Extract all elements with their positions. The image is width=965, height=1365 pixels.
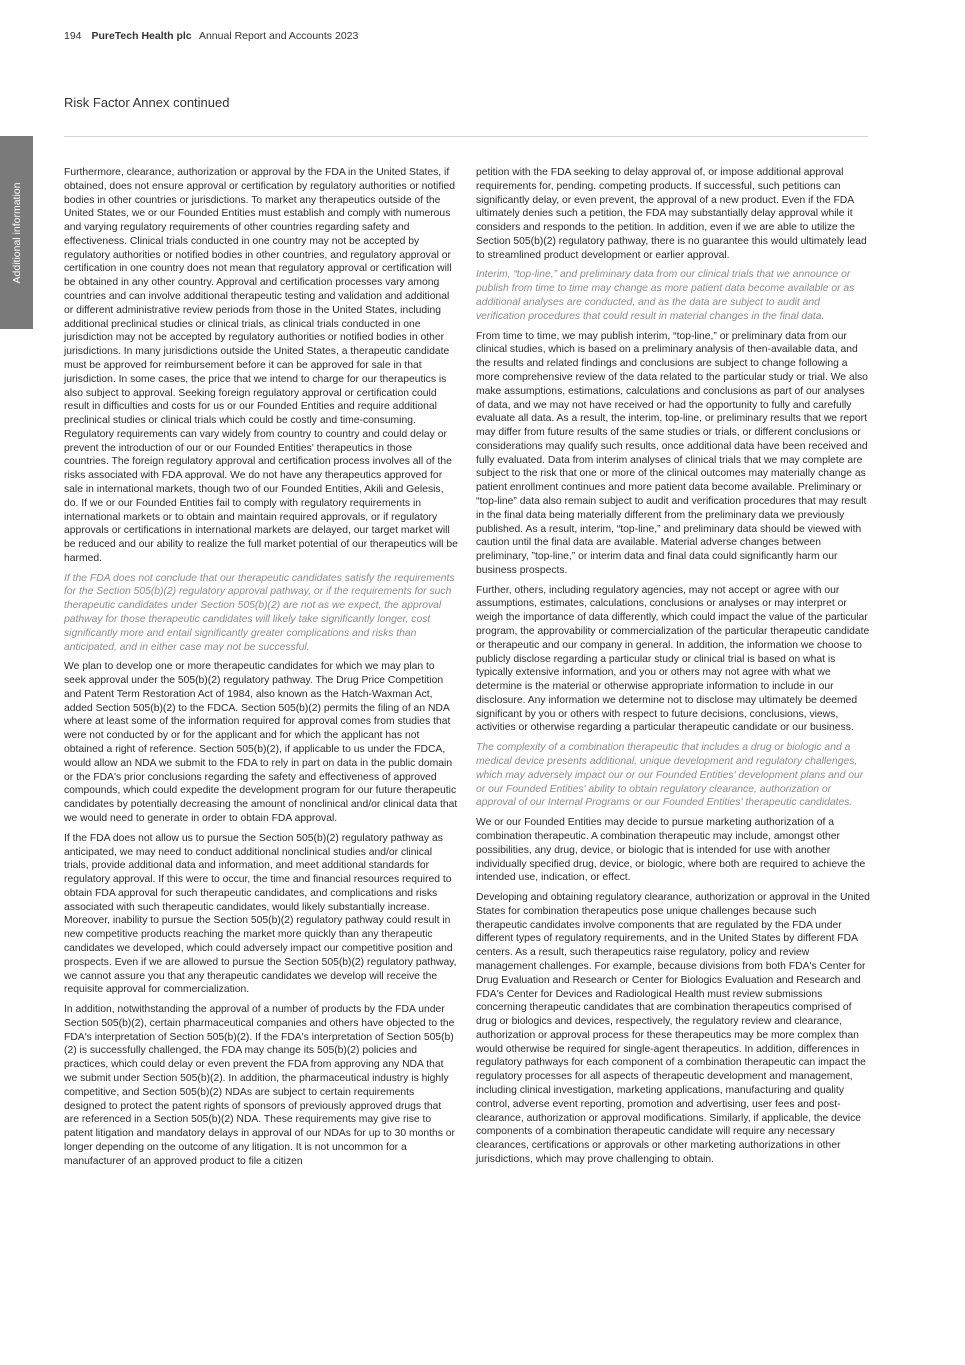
report-title: Annual Report and Accounts 2023 [198, 30, 359, 42]
side-tab-label: Additional information [10, 182, 23, 283]
paragraph: We plan to develop one or more therapeutic candidates for which we may plan to seek approval under the 505(b)(2) regulatory pathway. The Drug Price Competition and Patent Term Restoration Act of 1984, also known as the Hatch-Waxman Act, added Section 505(b)(2) to the FDCA. Section 505(b)(2) permits the filing of an NDA where at least some of the information required for approval comes from studies that were not conducted by or for the applicant and for which the applicant has not obtained a right of reference. Section 505(b)(2), if applicable to us under the FDCA, would allow an NDA we submit to the FDA to rely in part on data in the public domain or the FDA's prior conclusions regarding the safety and effectiveness of approved compounds, which could expedite the development program for our future therapeutic candidates by potentially decreasing the amount of nonclinical and/or clinical data that we would need to generate in order to obtain FDA approval. [64, 661, 458, 824]
side-tab [0, 136, 33, 329]
paragraph: petition with the FDA seeking to delay approval of, or impose additional approval requirements for, pending. competing products. If successful, such petitions can significantly delay, or even prevent, the approval of a new product. Even if the FDA ultimately denies such a petition, the FDA may substantially delay approval while it considers and responds to the petition. In addition, even if we are able to utilize the Section 505(b)(2) regulatory pathway, there is no guarantee this would ultimately lead to streamlined product development or earlier approval. [476, 167, 867, 261]
page-number: 194 [64, 30, 82, 42]
paragraph: We or our Founded Entities may decide to pursue marketing authorization of a combination therapeutic. A combination therapeutic may include, amongst other possibilities, any drug, device, or biologic that is intended for use with another individually specified drug, device, or biologic, where both are required to achieve the intended use, indication, or effect. [476, 817, 866, 884]
paragraph: In addition, notwithstanding the approval of a number of products by the FDA under Section 505(b)(2), certain pharmaceutical companies and others have objected to the FDA's interpretation of Section 505(b)(2). If the FDA's interpretation of Section 505(b)(2) is successfully challenged, the FDA may change its 505(b)(2) policies and practices, which could delay or even prevent the FDA from approving any NDA that we submit under Section 505(b)(2). In addition, the pharmaceutical industry is highly competitive, and Section 505(b)(2) NDAs are subject to certain requirements designed to protect the patent rights of sponsors of previously approved drugs that are referenced in a Section 505(b)(2) NDA. These requirements may give rise to patent litigation and mandatory delays in approval of our NDAs for up to 30 months or longer depending on the outcome of any litigation. It is not uncommon for a manufacturer of an approved product to file a citizen [64, 1004, 455, 1167]
paragraph: Further, others, including regulatory agencies, may not accept or agree with our assumptions, estimates, calculations, conclusions or analyses or may interpret or weigh the importance of data differently, which could impact the value of the particular program, the approvability or commercialization of the particular therapeutic candidate or therapeutic and our company in general. In addition, the information we choose to publicly disclose regarding a particular study or clinical trial is based on what is typically extensive information, and you or others may not agree with what we determine is the material or otherwise appropriate information to include in our disclosure. Any information we determine not to disclose may ultimately be deemed significant by you or others with respect to future decisions, conclusions, views, activities or otherwise regarding a particular therapeutic candidate or our business. [476, 584, 870, 734]
header-divider [64, 136, 868, 137]
risk-subheading: Interim, “top-line,” and preliminary data from our clinical trials that we announce or publish from time to time may change as more patient data become available or as additional analyses are conducted, and as the data are subject to audit and verification procedures that could result in material changes in the final data. [476, 269, 855, 322]
section-title: Risk Factor Annex continued [64, 95, 230, 110]
left-column [64, 166, 458, 1174]
paragraph: Furthermore, clearance, authorization or approval by the FDA in the United States, if obtained, does not ensure approval or certification by regulatory authorities or notified bodies in other countries or jurisdictions. To market any therapeutics outside of the United States, we or our Founded Entities must establish and comply with numerous and varying regulatory requirements of other countries regarding safety and effectiveness. Clinical trials conducted in one country may not be accepted by regulatory authorities or notified bodies in other countries, and regulatory approval or certification in one country does not mean that regulatory approval or certification will be obtained in any other country. Approval and certification processes vary among countries and can involve additional therapeutic testing and validation and additional or different administrative review periods from those in the United States, including additional preclinical studies or clinical trials, as clinical trials conducted in one jurisdiction may not be accepted by regulatory authorities or notified bodies in other jurisdictions. In many jurisdictions outside the United States, a therapeutic candidate must be approved for reimbursement before it can be approved for sale in that jurisdiction. In some cases, the price that we intend to charge for our therapeutics is also subject to approval. Seeking foreign regulatory approval or certification could result in difficulties and costs for us or our Founded Entities and require additional preclinical studies or clinical trials which could be costly and time-consuming. Regulatory requirements can vary widely from country to country and could delay or prevent the introduction of our or our Founded Entities' therapeutics in those countries. The foreign regulatory approval and certification process involves all of the risks associated with FDA approval. We do not have any therapeutics approved for sale in international markets, though two of our Founded Entities, Akili and Gelesis, do. If we or our Founded Entities fail to comply with regulatory requirements in international markets or to obtain and maintain required approvals, or if regulatory approvals or certifications in international markets are delayed, our target market will be reduced and our ability to realize the full market potential of our therapeutics will be harmed. [64, 167, 458, 564]
risk-subheading: The complexity of a combination therapeutic that includes a drug or biologic and a medical device presents additional, unique development and regulatory challenges, which may adversely impact our or our Founded Entities' development plans and our or our Founded Entities' ability to obtain regulatory clearance, authorization or approval of our Internal Programs or our Founded Entities' therapeutic candidates. [476, 742, 864, 809]
company-name: PureTech Health plc [91, 30, 192, 42]
risk-subheading: If the FDA does not conclude that our therapeutic candidates satisfy the requirements for the Section 505(b)(2) regulatory approval pathway, or if the requirements for such therapeutic candidates under Section 505(b)(2) are not as we expect, the approval pathway for those therapeutic candidates will likely take significantly longer, cost significantly more and entail significantly greater complications and risks than anticipated, and in either case may not be successful. [64, 572, 455, 653]
page-header [64, 30, 358, 42]
paragraph: If the FDA does not allow us to pursue the Section 505(b)(2) regulatory pathway as anticipated, we may need to conduct additional nonclinical studies and/or clinical trials, provide additional data and information, and meet additional standards for regulatory approval. If this were to occur, the time and financial resources required to obtain FDA approval for such therapeutic candidates, and complications and risks associated with such therapeutic candidates, would likely substantially increase. Moreover, inability to pursue the Section 505(b)(2) regulatory pathway could result in new competitive products reaching the market more quickly than any therapeutic candidates we developed, which could adversely impact our competitive position and prospects. Even if we are allowed to pursue the Section 505(b)(2) regulatory pathway, we cannot assure you that any therapeutic candidates we develop will receive the requisite approval for commercialization. [64, 832, 457, 996]
right-column [476, 166, 870, 1173]
paragraph: Developing and obtaining regulatory clearance, authorization or approval in the United States for combination therapeutics pose unique challenges because such therapeutic candidates involve components that are regulated by the FDA under different types of regulatory requirements, and in the United States by different FDA centers. As a result, such therapeutics raise regulatory, policy and review management challenges. For example, because divisions from both FDA's Center for Drug Evaluation and Research or Center for Biologics Evaluation and Research and FDA's Center for Devices and Radiological Health must review submissions concerning therapeutic candidates that are combination therapeutics comprised of drug or biologics and devices, respectively, the regulatory review and clearance, authorization or approval process for these therapeutics may be more complex than would otherwise be required for single-agent therapeutics. In addition, differences in regulatory pathways for each component of a combination therapeutic can impact the regulatory processes for all aspects of therapeutic development and management, including clinical investigation, marketing applications, manufacturing and quality control, adverse event reporting, promotion and advertising, user fees and post-clearance, authorization or approval modifications. Similarly, if applicable, the device components of a combination therapeutic candidate will require any necessary clearances, certifications or approvals or other marketing authorizations in other jurisdictions, which may prove challenging to obtain. [476, 892, 870, 1165]
paragraph: From time to time, we may publish interim, “top-line,” or preliminary data from our clinical studies, which is based on a preliminary analysis of then-available data, and the results and related findings and conclusions are subject to change following a more comprehensive review of the data related to the particular study or trial. We also make assumptions, estimations, calculations and conclusions as part of our analyses of data, and we may not have received or had the opportunity to fully and carefully evaluate all data. As a result, the interim, top-line, or preliminary results that we report may differ from future results of the same studies or trials, or different conclusions or considerations may qualify such results, once additional data have been received and fully evaluated. Data from interim analyses of clinical trials that we may complete are subject to the risk that one or more of the clinical outcomes may materially change as patient enrollment continues and more patient data become available. Preliminary or “top-line” data also remain subject to audit and verification procedures that may result in the final data being materially different from the preliminary data we previously published. As a result, interim, “top-line,” and preliminary data should be viewed with caution until the final data are available. Material adverse changes between preliminary, ”top-line,” or interim data and final data could significantly harm our business prospects. [476, 330, 868, 576]
